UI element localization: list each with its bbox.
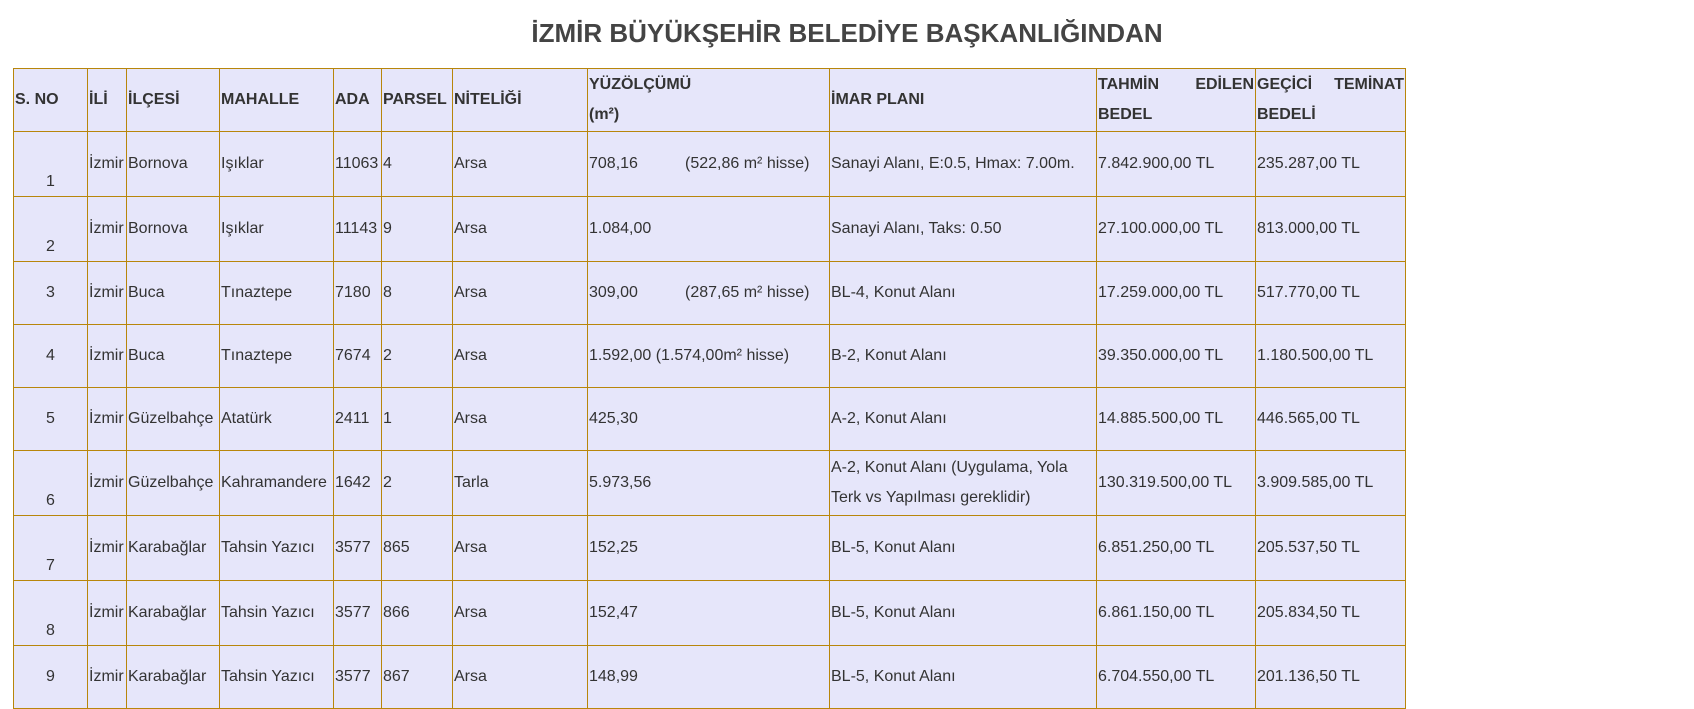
- cell-parsel: 2: [382, 325, 453, 388]
- header-yuzolcumu: [588, 69, 830, 132]
- cell-tahmin: 130.319.500,00 TL: [1097, 451, 1256, 516]
- cell-parsel: 866: [382, 581, 453, 646]
- cell-mahalle: Tınaztepe: [220, 262, 334, 325]
- cell-tahmin: 27.100.000,00 TL: [1097, 197, 1256, 262]
- table-row: [14, 325, 1406, 388]
- header-ada: ADA: [334, 69, 382, 132]
- header-niteligi: NİTELİĞİ: [453, 69, 588, 132]
- cell-imar: BL-4, Konut Alanı: [830, 262, 1097, 325]
- cell-yuzolcumu-hisse: (522,86 m² hisse): [685, 155, 810, 172]
- cell-niteligi: Tarla: [453, 451, 588, 516]
- page-title: İZMİR BÜYÜKŞEHİR BELEDİYE BAŞKANLIĞINDAN: [531, 18, 1163, 48]
- cell-niteligi: Arsa: [453, 581, 588, 646]
- cell-imar: BL-5, Konut Alanı: [830, 581, 1097, 646]
- cell-mahalle: Kahramandere: [220, 451, 334, 516]
- cell-niteligi: Arsa: [453, 516, 588, 581]
- cell-ada: 7180: [334, 262, 382, 325]
- header-yuzolcumu-line2: (m²): [589, 106, 620, 123]
- cell-ili: İzmir: [88, 451, 127, 516]
- header-gecici-teminat: [1256, 69, 1406, 132]
- table-row: [14, 646, 1406, 709]
- cell-imar: Sanayi Alanı, Taks: 0.50: [830, 197, 1097, 262]
- cell-ada: 2411: [334, 388, 382, 451]
- cell-yuzolcumu: [588, 262, 830, 325]
- cell-yuzolcumu: 5.973,56: [588, 451, 830, 516]
- header-yuzolcumu-line1: YÜZÖLÇÜMÜ: [589, 76, 692, 93]
- cell-tahmin: 39.350.000,00 TL: [1097, 325, 1256, 388]
- cell-ilcesi: Karabağlar: [127, 646, 220, 709]
- cell-niteligi: Arsa: [453, 388, 588, 451]
- cell-ili: İzmir: [88, 325, 127, 388]
- header-s-no: S. NO: [14, 69, 88, 132]
- cell-yuzolcumu: 1.084,00: [588, 197, 830, 262]
- cell-yuzolcumu-value: 708,16: [589, 155, 638, 172]
- cell-imar: BL-5, Konut Alanı: [830, 516, 1097, 581]
- table-row: [14, 451, 1406, 516]
- cell-s-no: 6: [14, 451, 88, 516]
- table-row: [14, 516, 1406, 581]
- cell-ili: İzmir: [88, 646, 127, 709]
- cell-mahalle: Tınaztepe: [220, 325, 334, 388]
- cell-yuzolcumu: 148,99: [588, 646, 830, 709]
- header-gecici-line2: BEDELİ: [1257, 106, 1316, 123]
- cell-ili: İzmir: [88, 516, 127, 581]
- cell-mahalle: Tahsin Yazıcı: [220, 646, 334, 709]
- table-header-row: [14, 69, 1406, 132]
- cell-mahalle: Tahsin Yazıcı: [220, 516, 334, 581]
- cell-yuzolcumu: [588, 132, 830, 197]
- auction-table-wrapper: [13, 68, 1433, 709]
- cell-teminat: 205.537,50 TL: [1256, 516, 1406, 581]
- cell-teminat: 205.834,50 TL: [1256, 581, 1406, 646]
- cell-parsel: 867: [382, 646, 453, 709]
- cell-ilcesi: Karabağlar: [127, 581, 220, 646]
- cell-tahmin: 7.842.900,00 TL: [1097, 132, 1256, 197]
- cell-teminat: 235.287,00 TL: [1256, 132, 1406, 197]
- cell-ilcesi: Karabağlar: [127, 516, 220, 581]
- cell-imar: A-2, Konut Alanı: [830, 388, 1097, 451]
- cell-niteligi: Arsa: [453, 325, 588, 388]
- table-row: [14, 262, 1406, 325]
- cell-yuzolcumu: 152,47: [588, 581, 830, 646]
- cell-s-no: 2: [14, 197, 88, 262]
- header-mahalle: MAHALLE: [220, 69, 334, 132]
- header-tahmin-line1: [1098, 70, 1254, 100]
- header-tahmin-word1: TAHMİN: [1098, 76, 1160, 93]
- cell-yuzolcumu: 152,25: [588, 516, 830, 581]
- header-tahmin-line2: BEDEL: [1098, 106, 1153, 123]
- cell-imar: A-2, Konut Alanı (Uygulama, Yola Terk vs Yapılması gereklidir): [830, 451, 1097, 516]
- cell-teminat: 517.770,00 TL: [1256, 262, 1406, 325]
- cell-niteligi: Arsa: [453, 262, 588, 325]
- cell-mahalle: Atatürk: [220, 388, 334, 451]
- cell-s-no: 1: [14, 132, 88, 197]
- cell-ada: 3577: [334, 646, 382, 709]
- cell-parsel: 4: [382, 132, 453, 197]
- header-gecici-line1: [1257, 70, 1404, 100]
- cell-teminat: 813.000,00 TL: [1256, 197, 1406, 262]
- cell-niteligi: Arsa: [453, 197, 588, 262]
- cell-s-no: 3: [14, 262, 88, 325]
- header-ilcesi: İLÇESİ: [127, 69, 220, 132]
- cell-ada: 7674: [334, 325, 382, 388]
- cell-ada: 1642: [334, 451, 382, 516]
- cell-ilcesi: Buca: [127, 325, 220, 388]
- cell-yuzolcumu-value: 309,00: [589, 284, 638, 301]
- table-row: [14, 388, 1406, 451]
- cell-ili: İzmir: [88, 132, 127, 197]
- cell-ili: İzmir: [88, 388, 127, 451]
- table-row: [14, 132, 1406, 197]
- cell-ada: 3577: [334, 516, 382, 581]
- cell-ilcesi: Güzelbahçe: [127, 388, 220, 451]
- cell-parsel: 9: [382, 197, 453, 262]
- cell-tahmin: 6.861.150,00 TL: [1097, 581, 1256, 646]
- cell-tahmin: 6.851.250,00 TL: [1097, 516, 1256, 581]
- cell-imar: B-2, Konut Alanı: [830, 325, 1097, 388]
- header-gecici-word1: GEÇİCİ: [1257, 76, 1313, 93]
- cell-ili: İzmir: [88, 197, 127, 262]
- cell-imar: BL-5, Konut Alanı: [830, 646, 1097, 709]
- cell-teminat: 1.180.500,00 TL: [1256, 325, 1406, 388]
- cell-ilcesi: Bornova: [127, 197, 220, 262]
- cell-ada: 11063: [334, 132, 382, 197]
- cell-ada: 3577: [334, 581, 382, 646]
- cell-yuzolcumu: 1.592,00 (1.574,00m² hisse): [588, 325, 830, 388]
- cell-ili: İzmir: [88, 581, 127, 646]
- cell-niteligi: Arsa: [453, 646, 588, 709]
- cell-ada: 11143: [334, 197, 382, 262]
- cell-parsel: 8: [382, 262, 453, 325]
- header-imar-plani: İMAR PLANI: [830, 69, 1097, 132]
- cell-parsel: 865: [382, 516, 453, 581]
- cell-teminat: 3.909.585,00 TL: [1256, 451, 1406, 516]
- cell-imar: Sanayi Alanı, E:0.5, Hmax: 7.00m.: [830, 132, 1097, 197]
- header-tahmin-bedel: [1097, 69, 1256, 132]
- cell-tahmin: 6.704.550,00 TL: [1097, 646, 1256, 709]
- cell-s-no: 9: [14, 646, 88, 709]
- cell-mahalle: Tahsin Yazıcı: [220, 581, 334, 646]
- header-tahmin-word2: EDİLEN: [1195, 76, 1254, 93]
- cell-s-no: 8: [14, 581, 88, 646]
- cell-ili: İzmir: [88, 262, 127, 325]
- cell-niteligi: Arsa: [453, 132, 588, 197]
- cell-ilcesi: Güzelbahçe: [127, 451, 220, 516]
- table-body: [14, 132, 1406, 709]
- cell-parsel: 2: [382, 451, 453, 516]
- cell-yuzolcumu-hisse: (287,65 m² hisse): [685, 284, 810, 301]
- cell-teminat: 446.565,00 TL: [1256, 388, 1406, 451]
- cell-s-no: 4: [14, 325, 88, 388]
- cell-teminat: 201.136,50 TL: [1256, 646, 1406, 709]
- header-parsel: PARSEL: [382, 69, 453, 132]
- cell-s-no: 7: [14, 516, 88, 581]
- header-ili: İLİ: [88, 69, 127, 132]
- table-row: [14, 197, 1406, 262]
- cell-tahmin: 14.885.500,00 TL: [1097, 388, 1256, 451]
- table-row: [14, 581, 1406, 646]
- cell-mahalle: Işıklar: [220, 132, 334, 197]
- cell-s-no: 5: [14, 388, 88, 451]
- cell-yuzolcumu: 425,30: [588, 388, 830, 451]
- auction-table: [13, 68, 1406, 709]
- cell-parsel: 1: [382, 388, 453, 451]
- cell-ilcesi: Buca: [127, 262, 220, 325]
- header-gecici-word2: TEMİNAT: [1334, 76, 1404, 93]
- cell-mahalle: Işıklar: [220, 197, 334, 262]
- cell-tahmin: 17.259.000,00 TL: [1097, 262, 1256, 325]
- cell-ilcesi: Bornova: [127, 132, 220, 197]
